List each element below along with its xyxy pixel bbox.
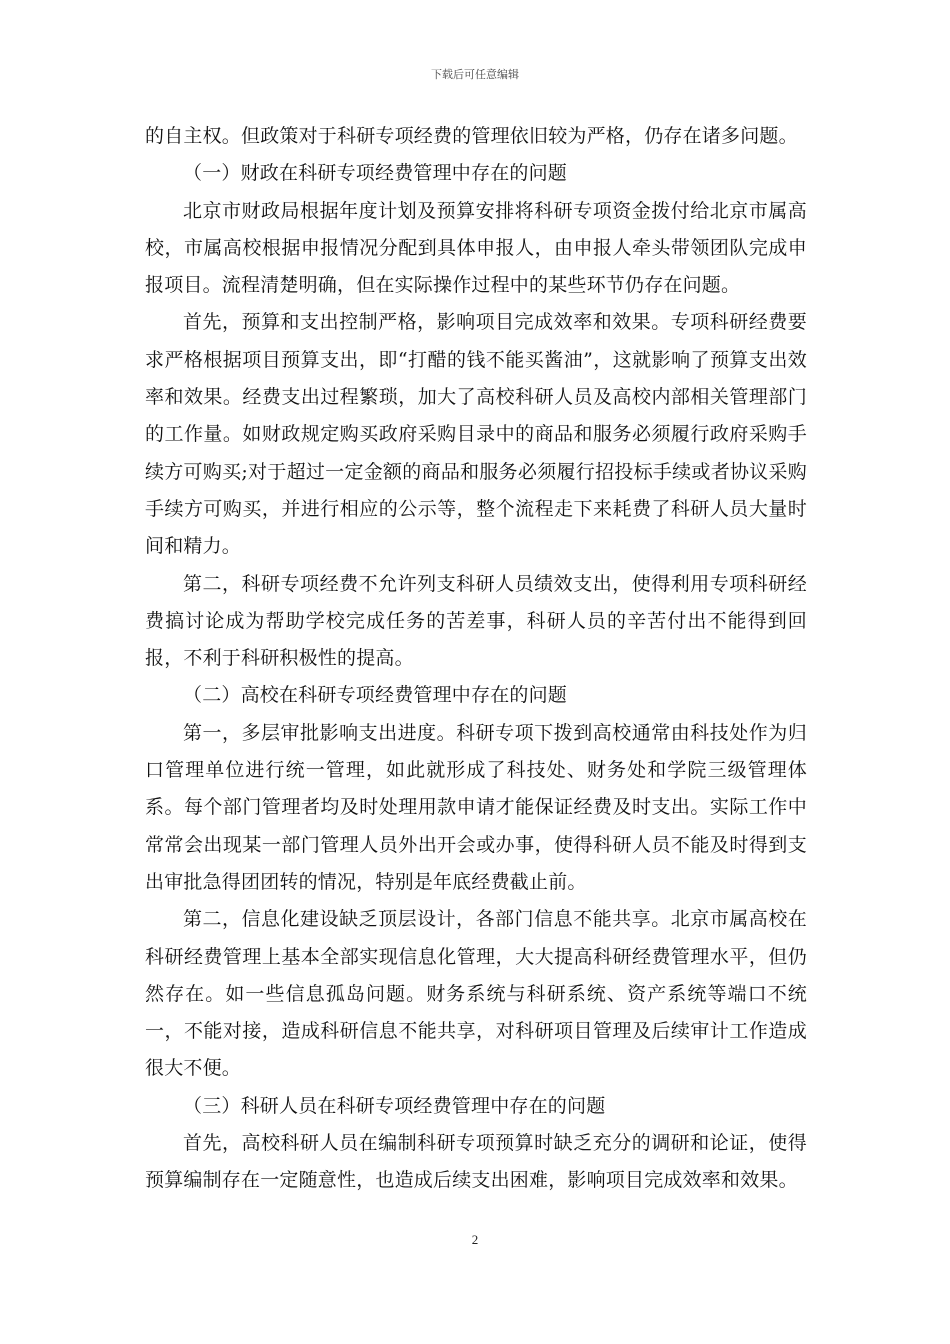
section-heading-2: （二）高校在科研专项经费管理中存在的问题 [183,684,568,707]
paragraph: 第一，多层审批影响支出进度。科研专项下拨到高校通常由科技处作为归口管理单位进行统一管理，如此就形成了科技处、财务处和学院三级管理体系。每个部门管理者均及时处理用款申请才能保证经费及时支出。实际工作中常常会出现某一部门管理人员外出开会或办事，使得科研人员不能及时得到支出审批急得团团转的情况，特别是年底经费截止前。 [145,721,807,893]
paragraph: 首先，高校科研人员在编制科研专项预算时缺乏充分的调研和论证，使得预算编制存在一定随意性，也造成后续支出困难，影响项目完成效率和效果。 [145,1132,807,1192]
paragraph: 第二，信息化建设缺乏顶层设计，各部门信息不能共享。北京市属高校在科研经费管理上基本全部实现信息化管理，大大提高科研经费管理水平，但仍然存在。如一些信息孤岛问题。财务系统与科研系统、资产系统等端口不统一，不能对接，造成科研信息不能共享，对科研项目管理及后续审计工作造成很大不便。 [145,908,807,1080]
paragraph-continuation: 的自主权。但政策对于科研专项经费的管理依旧较为严格，仍存在诸多问题。 [145,125,798,147]
paragraph: 第二，科研专项经费不允许列支科研人员绩效支出，使得利用专项科研经费搞讨论成为帮助学校完成任务的苦差事，科研人员的辛苦付出不能得到回报，不利于科研积极性的提高。 [145,572,807,670]
section-heading-1: （一）财政在科研专项经费管理中存在的问题 [183,162,568,185]
paragraph: 北京市财政局根据年度计划及预算安排将科研专项资金拨付给北京市属高校，市属高校根据申报情况分配到具体申报人，由申报人牵头带领团队完成申报项目。流程清楚明确，但在实际操作过程中的某些环节仍存在问题。 [145,199,807,297]
page-header: 下载后可任意编辑 [431,68,519,81]
document-body [145,118,807,1200]
paragraph: 首先，预算和支出控制严格，影响项目完成效率和效果。专项科研经费要求严格根据项目预算支出，即“打醋的钱不能买酱油”，这就影响了预算支出效率和效果。经费支出过程繁琐，加大了高校科研人员及高校内部相关管理部门的工作量。如财政规定购买政府采购目录中的商品和服务必须履行政府采购手续方可购买;对于超过一定金额的商品和服务必须履行招投标手续或者协议采购手续方可购买，并进行相应的公示等，整个流程走下来耗费了科研人员大量时间和精力。 [145,311,807,558]
page-number: 2 [471,1232,479,1247]
section-heading-3: （三）科研人员在科研专项经费管理中存在的问题 [183,1094,606,1117]
